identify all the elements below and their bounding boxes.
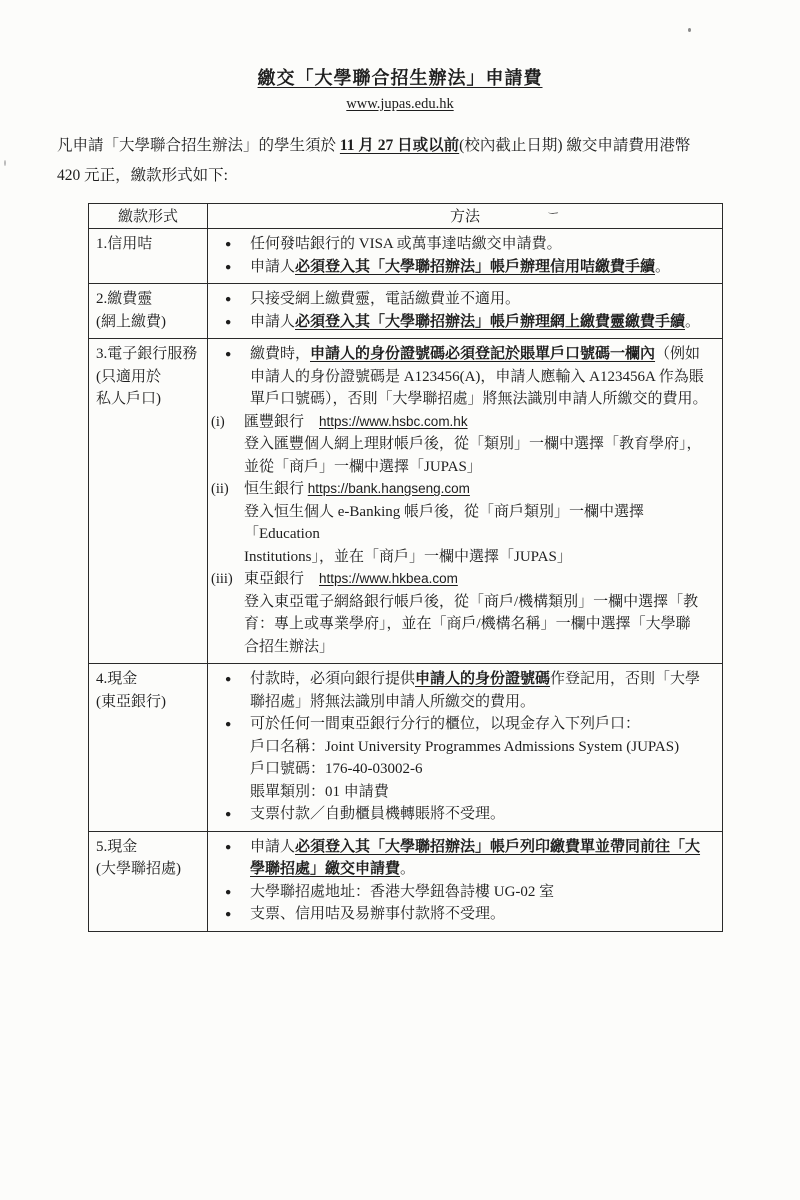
bullet-marker: ●: [225, 316, 232, 328]
form-label-line: 4.現金: [96, 671, 138, 687]
method-line: [208, 713, 716, 736]
intro-text: 凡申請「大學聯合招生辦法」的學生須於: [57, 137, 340, 154]
text-segment: 申請人: [250, 258, 296, 275]
bullet-marker: ●: [225, 261, 232, 273]
method-line: [208, 546, 716, 569]
bank-url-link[interactable]: https://www.hkbea.com: [319, 571, 458, 586]
method-line: [208, 903, 716, 926]
method-line: [208, 343, 716, 366]
title-block: [0, 64, 800, 113]
text-segment: 。: [655, 258, 671, 275]
text-segment: 必須登入其「大學聯招辦法」帳戶辦理網上繳費靈繳費手續: [295, 313, 686, 330]
text-segment: 。: [400, 861, 416, 877]
form-label-cell: [89, 229, 208, 284]
text-segment: Institutions」，並在「商戶」一欄中選擇「JUPAS」: [244, 548, 572, 565]
payment-row: [89, 664, 723, 832]
text-segment: 可於任何一間東亞銀行分行的櫃位，以現金存入下列戶口：: [250, 716, 641, 732]
payment-row: [89, 229, 723, 284]
method-line: [208, 591, 716, 614]
scan-speck: [4, 160, 6, 166]
text-segment: 賬單類別：01 申請費: [250, 783, 389, 800]
text-segment: 任何發咭銀行的 VISA 或萬事達咭繳交申請費。: [250, 236, 562, 252]
table-header-row: [89, 204, 723, 229]
form-label-cell: [89, 339, 208, 664]
bullet-marker: ●: [225, 841, 232, 853]
bank-url-link[interactable]: https://bank.hangseng.com: [307, 481, 470, 496]
text-segment: 單戶口號碼），否則「大學聯招處」將無法識別申請人所繳交的費用。: [250, 391, 708, 407]
method-line: [208, 411, 716, 434]
text-segment: 。: [685, 313, 701, 330]
text-segment: 登入恒生個人 e-Banking 帳戶後，從「商戶類別」一欄中選擇「Education: [244, 503, 644, 542]
method-line: [208, 691, 716, 714]
list-index-marker: (iii): [211, 571, 233, 587]
bullet-marker: ●: [225, 719, 232, 730]
text-segment: 申請人: [250, 313, 296, 330]
jupas-url-link[interactable]: www.jupas.edu.hk: [346, 96, 454, 112]
text-segment: 作登記用，否則「大學: [550, 671, 701, 687]
method-line: [208, 478, 716, 501]
method-line: [208, 288, 716, 311]
method-cell: [208, 284, 723, 339]
text-segment: 必須登入其「大學聯招辦法」帳戶列印繳費單並帶同前往「大: [295, 838, 701, 855]
text-segment: 繳費時，: [250, 346, 311, 362]
form-label-line: (網上繳費): [96, 313, 166, 330]
form-label-cell: [89, 664, 208, 832]
text-segment: 登入東亞電子網絡銀行帳戶後，從「商戶/機構類別」一欄中選擇「教: [244, 593, 699, 610]
method-line: [208, 803, 716, 826]
table-body: [89, 229, 723, 932]
bullet-marker: ●: [225, 886, 232, 898]
bullet-marker: ●: [225, 294, 232, 305]
text-segment: 付款時，必須向銀行提供: [250, 671, 416, 687]
method-cell: [208, 339, 723, 664]
payment-row: [89, 831, 723, 931]
method-line: [208, 568, 716, 591]
text-segment: 大學聯招處地址：香港大學鈕魯詩樓 UG-02 室: [250, 883, 555, 900]
table-header-method: 方法: [208, 204, 723, 229]
method-line: [208, 388, 716, 411]
bullet-marker: ●: [225, 239, 232, 250]
text-segment: 申請人的身份證號碼是 A123456(A)，申請人應輸入 A123456A 作為賬: [250, 368, 704, 385]
method-cell: [208, 664, 723, 832]
method-line: [208, 256, 716, 279]
text-segment: 戶口名稱：Joint University Programmes Admissions System (JUPAS): [250, 738, 680, 755]
text-segment: 育：專上或專業學府」，並在「商戶/機構名稱」一欄中選擇「大學聯: [244, 616, 691, 632]
text-segment: 合招生辦法」: [244, 638, 335, 655]
text-segment: 登入匯豐個人網上理財帳戶後，從「類別」一欄中選擇「教育學府」，: [244, 436, 702, 452]
method-line: [208, 858, 716, 881]
method-line: [208, 636, 716, 659]
method-line: [208, 836, 716, 859]
method-line: [208, 233, 716, 256]
text-segment: 學聯招處」繳交申請費: [250, 861, 401, 877]
bullet-marker: ●: [225, 909, 232, 920]
form-label-line: 私人戶口): [96, 391, 161, 407]
form-label-line: (大學聯招處): [96, 861, 181, 877]
form-label-line: 3.電子銀行服務: [96, 346, 198, 362]
text-segment: 並從「商戶」一欄中選擇「JUPAS」: [244, 458, 482, 475]
method-line: [208, 781, 716, 804]
text-segment: 戶口號碼：176-40-03002-6: [250, 761, 423, 777]
form-label-cell: [89, 284, 208, 339]
text-segment: 只接受網上繳費靈，電話繳費並不適用。: [250, 291, 521, 307]
form-label-line: (只適用於: [96, 368, 161, 385]
text-segment: 東亞銀行: [244, 571, 320, 587]
text-segment: 匯豐銀行: [244, 413, 320, 430]
payment-row: [89, 284, 723, 339]
text-segment: 申請人的身份證號碼必須登記於賬單戶口號碼一欄內: [310, 346, 656, 362]
method-line: [208, 613, 716, 636]
bullet-marker: ●: [225, 809, 232, 820]
intro-line-1: [57, 131, 762, 161]
scan-speck: [688, 28, 691, 32]
text-segment: 聯招處」將無法識別申請人所繳交的費用。: [250, 693, 536, 710]
text-segment: 必須登入其「大學聯招辦法」帳戶辦理信用咭繳費手續: [295, 258, 656, 275]
text-segment: （例如: [655, 346, 701, 362]
method-line: [208, 366, 716, 389]
payment-methods-table: [88, 203, 723, 932]
table-header-form: 繳款形式: [89, 204, 208, 229]
text-segment: 申請人: [250, 838, 296, 855]
list-index-marker: (ii): [211, 481, 229, 497]
intro-paragraph: [57, 131, 762, 191]
form-label-line: 2.繳費靈: [96, 291, 153, 307]
bullet-marker: ●: [225, 674, 232, 685]
form-label-line: 5.現金: [96, 838, 138, 855]
text-segment: 支票付款／自動櫃員機轉賬將不受理。: [250, 806, 506, 822]
text-segment: 申請人的身份證號碼: [415, 671, 551, 687]
bank-url-link[interactable]: https://www.hsbc.com.hk: [319, 413, 468, 429]
method-cell: [208, 229, 723, 284]
list-index-marker: (i): [211, 413, 225, 430]
intro-line-2: 420 元正，繳款形式如下:: [57, 167, 228, 184]
method-line: [208, 433, 716, 456]
intro-text: (校內截止日期) 繳交申請費用港幣: [459, 137, 691, 154]
method-line: [208, 501, 716, 546]
method-line: [208, 456, 716, 479]
text-segment: 支票、信用咭及易辦事付款將不受理。: [250, 906, 506, 922]
method-line: [208, 736, 716, 759]
method-line: [208, 758, 716, 781]
form-label-line: 1.信用咭: [96, 236, 153, 252]
payment-row: [89, 339, 723, 664]
bullet-marker: ●: [225, 349, 232, 360]
method-line: [208, 881, 716, 904]
text-segment: 恒生銀行: [244, 481, 308, 497]
method-line: [208, 668, 716, 691]
page-title: 繳交「大學聯合招生辦法」申請費: [257, 68, 543, 88]
deadline-text: 11 月 27 日或以前: [339, 137, 460, 154]
method-line: [208, 311, 716, 334]
form-label-line: (東亞銀行): [96, 693, 166, 710]
method-cell: [208, 831, 723, 931]
form-label-cell: [89, 831, 208, 931]
